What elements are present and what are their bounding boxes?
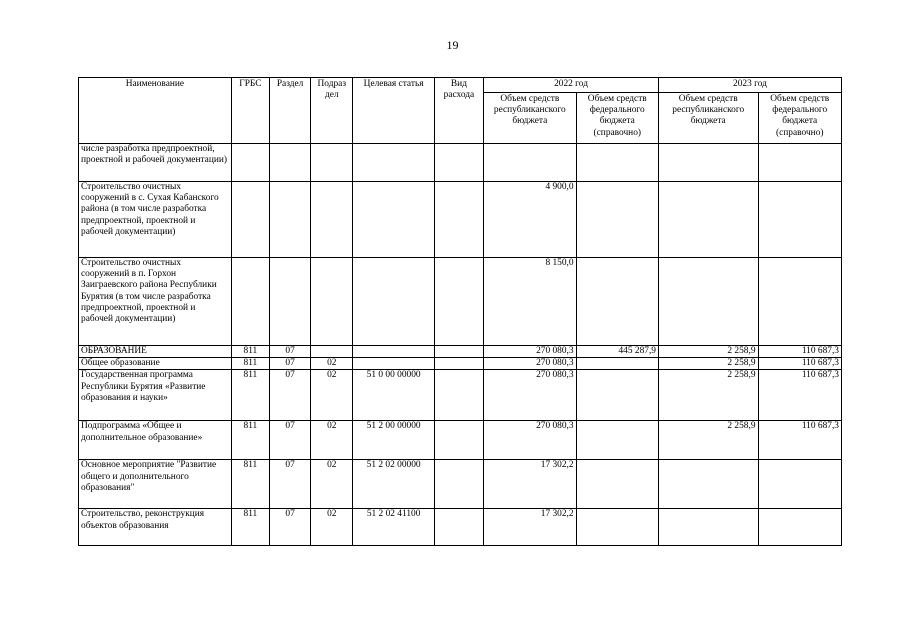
cell-podrazdel: 02 [311, 370, 353, 421]
cell-vid [434, 509, 483, 546]
table-row [79, 509, 842, 546]
cell-razdel [269, 144, 310, 182]
cell-fed-2022 [576, 144, 658, 182]
table-body [79, 144, 842, 546]
table-row [79, 370, 842, 421]
cell-name: Строительство очистных сооружений в с. Сухая Кабанского района (в том числе разработка предпроектной, проектной и рабочей документации) [79, 182, 232, 258]
header-target-article: Целевая статья [353, 78, 434, 144]
cell-fed-2023: 110 687,3 [758, 421, 842, 460]
cell-name: Государственная программа Республики Бурятия «Развитие образования и науки» [79, 370, 232, 421]
cell-rep-2023: 2 258,9 [658, 358, 758, 370]
cell-rep-2022: 270 080,3 [484, 358, 576, 370]
cell-podrazdel: 02 [311, 358, 353, 370]
table-row [79, 358, 842, 370]
cell-rep-2023: 2 258,9 [658, 346, 758, 358]
cell-razdel: 07 [269, 509, 310, 546]
cell-grbs: 811 [231, 421, 269, 460]
cell-razdel: 07 [269, 346, 310, 358]
cell-podrazdel [311, 258, 353, 346]
header-republican-2022: Объем средств республиканского бюджета [484, 93, 576, 144]
cell-fed-2022 [576, 460, 658, 509]
header-name: Наименование [79, 78, 232, 144]
cell-vid [434, 358, 483, 370]
header-grbs: ГРБС [231, 78, 269, 144]
cell-rep-2023: 2 258,9 [658, 421, 758, 460]
cell-rep-2023 [658, 144, 758, 182]
cell-rep-2023 [658, 182, 758, 258]
cell-rep-2022: 270 080,3 [484, 421, 576, 460]
cell-podrazdel: 02 [311, 421, 353, 460]
cell-grbs [231, 182, 269, 258]
header-federal-2023: Объем средств федерального бюджета (справочно) [758, 93, 842, 144]
cell-podrazdel [311, 144, 353, 182]
cell-fed-2022 [576, 258, 658, 346]
cell-target [353, 346, 434, 358]
cell-rep-2022: 17 302,2 [484, 509, 576, 546]
cell-grbs: 811 [231, 370, 269, 421]
cell-fed-2023 [758, 144, 842, 182]
cell-vid [434, 258, 483, 346]
cell-target: 51 2 02 41100 [353, 509, 434, 546]
budget-table [78, 77, 842, 546]
cell-target [353, 258, 434, 346]
cell-fed-2023 [758, 182, 842, 258]
cell-rep-2023 [658, 460, 758, 509]
cell-grbs: 811 [231, 346, 269, 358]
cell-fed-2023 [758, 258, 842, 346]
cell-razdel [269, 258, 310, 346]
cell-name: Основное мероприятие "Развитие общего и дополнительного образования" [79, 460, 232, 509]
cell-razdel: 07 [269, 370, 310, 421]
cell-target: 51 2 02 00000 [353, 460, 434, 509]
cell-fed-2022: 445 287,9 [576, 346, 658, 358]
cell-fed-2023 [758, 460, 842, 509]
cell-fed-2023: 110 687,3 [758, 358, 842, 370]
cell-rep-2022: 270 080,3 [484, 370, 576, 421]
table-row [79, 346, 842, 358]
cell-grbs [231, 258, 269, 346]
cell-vid [434, 460, 483, 509]
cell-name: Подпрограмма «Общее и дополнительное образование» [79, 421, 232, 460]
cell-name: ОБРАЗОВАНИЕ [79, 346, 232, 358]
cell-target [353, 182, 434, 258]
cell-podrazdel: 02 [311, 460, 353, 509]
cell-podrazdel: 02 [311, 509, 353, 546]
cell-rep-2022: 17 302,2 [484, 460, 576, 509]
header-republican-2023: Объем средств республиканского бюджета [658, 93, 758, 144]
cell-fed-2022 [576, 421, 658, 460]
cell-grbs [231, 144, 269, 182]
header-expense-type: Вид расхода [434, 78, 483, 144]
header-year-2022: 2022 год [484, 78, 659, 93]
cell-rep-2022 [484, 144, 576, 182]
table-row [79, 182, 842, 258]
table-row [79, 421, 842, 460]
cell-vid [434, 370, 483, 421]
cell-vid [434, 182, 483, 258]
cell-fed-2022 [576, 358, 658, 370]
cell-podrazdel [311, 346, 353, 358]
cell-fed-2023 [758, 509, 842, 546]
cell-razdel: 07 [269, 421, 310, 460]
header-federal-2022: Объем средств федерального бюджета (справочно) [576, 93, 658, 144]
cell-grbs: 811 [231, 460, 269, 509]
page-number: 19 [446, 38, 459, 52]
cell-name: числе разработка предпроектной, проектной и рабочей документации) [79, 144, 232, 182]
table-row [79, 258, 842, 346]
cell-target [353, 358, 434, 370]
cell-fed-2023: 110 687,3 [758, 370, 842, 421]
cell-fed-2023: 110 687,3 [758, 346, 842, 358]
cell-name: Строительство очистных сооружений в п. Горхон Заиграевского района Республики Бурятия (в том числе разработка предпроектной, проектной и рабочей документации) [79, 258, 232, 346]
cell-rep-2022: 270 080,3 [484, 346, 576, 358]
cell-name: Строительство, реконструкция объектов образования [79, 509, 232, 546]
cell-target: 51 2 00 00000 [353, 421, 434, 460]
cell-vid [434, 144, 483, 182]
cell-podrazdel [311, 182, 353, 258]
table-header [79, 78, 842, 144]
cell-rep-2023 [658, 258, 758, 346]
cell-grbs: 811 [231, 509, 269, 546]
table-row [79, 460, 842, 509]
cell-grbs: 811 [231, 358, 269, 370]
cell-razdel: 07 [269, 358, 310, 370]
cell-name: Общее образование [79, 358, 232, 370]
header-razdel: Раздел [269, 78, 310, 144]
cell-rep-2022: 4 900,0 [484, 182, 576, 258]
cell-fed-2022 [576, 182, 658, 258]
cell-vid [434, 346, 483, 358]
cell-vid [434, 421, 483, 460]
cell-rep-2022: 8 150,0 [484, 258, 576, 346]
cell-rep-2023: 2 258,9 [658, 370, 758, 421]
cell-razdel [269, 182, 310, 258]
header-podrazdel: Подраз дел [311, 78, 353, 144]
cell-target: 51 0 00 00000 [353, 370, 434, 421]
header-year-2023: 2023 год [658, 78, 841, 93]
cell-razdel: 07 [269, 460, 310, 509]
cell-fed-2022 [576, 370, 658, 421]
table-row [79, 144, 842, 182]
cell-target [353, 144, 434, 182]
cell-fed-2022 [576, 509, 658, 546]
cell-rep-2023 [658, 509, 758, 546]
